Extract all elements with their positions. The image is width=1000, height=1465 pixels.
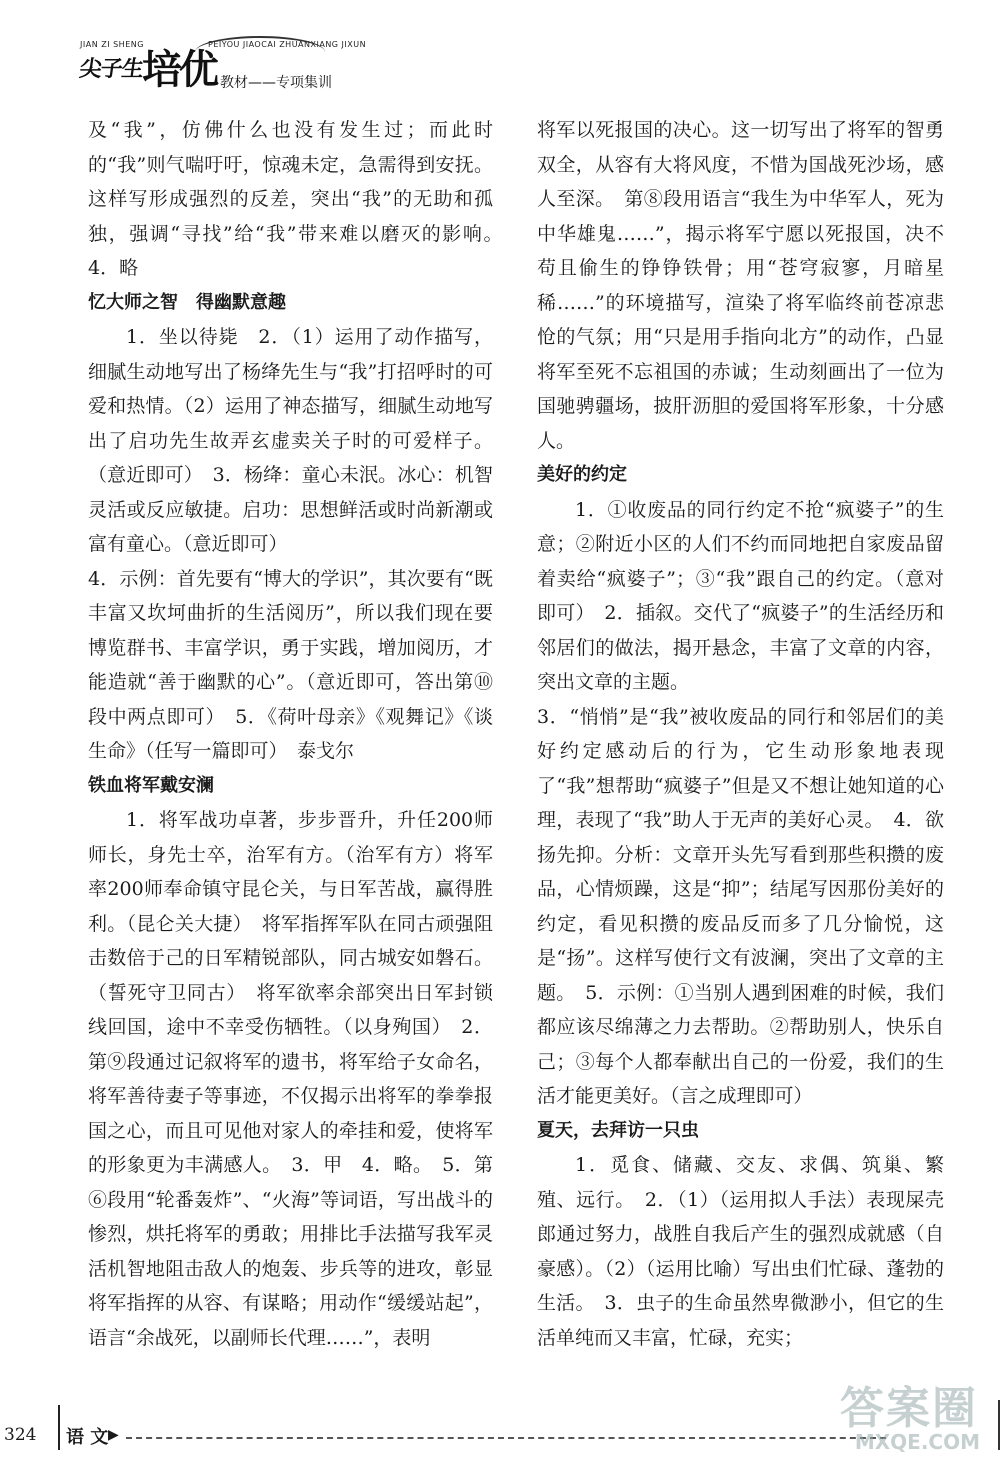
page-number: 324	[4, 1425, 37, 1445]
header-pinyin-left: JIAN ZI SHENG	[80, 40, 144, 49]
answer-paragraph: 1．坐以待毙 2．（1）运用了动作描写，细腻生动地写出了杨绛先生与“我”打招呼时的可爱和热情。（2）运用了神态描写，细腻生动地写出了启功先生故弄玄虚卖关子时的可爱样子。（意近即可） 3．杨绛：童心未泯。冰心：机智灵活或反应敏捷。启功：思想鲜活或时尚新潮或富有童心。（意近即可）	[88, 326, 493, 555]
header-subtitle: 教材——专项集训	[220, 75, 332, 91]
footer-subject-label: 语 文	[66, 1427, 109, 1448]
answer-paragraph: 将军以死报国的决心。这一切写出了将军的智勇双全，从容有大将风度，不惜为国战死沙场，感人至深。 第⑧段用语言“我生为中华军人，死为中华雄鬼……”，揭示将军宁愿以死报国，决不苟且偷生的铮铮铁骨；用“苍穹寂寥，月暗星稀……”的环境描写，渲染了将军临终前苍凉悲怆的气氛；用“只是用手指向北方”的动作，凸显将军至死不忘祖国的赤诚；生动刻画出了一位为国驰骋疆场，披肝沥胆的爱国将军形象，十分感人。	[537, 119, 944, 452]
section-heading: 美好的约定	[537, 464, 627, 485]
left-text-column	[88, 113, 513, 1355]
answer-paragraph: 1．觅食、储藏、交友、求偶、筑巢、繁殖、远行。 2．（1）（运用拟人手法）表现屎壳郎通过努力，战胜自我后产生的强烈成就感（自豪感）。（2）（运用比喻）写出虫们忙碌、蓬勃的生活。 3．虫子的生命虽然卑微渺小，但它的生活单纯而又丰富，忙碌，充实；	[537, 1154, 944, 1349]
answer-paragraph: 及“我”，仿佛什么也没有发生过；而此时的“我”则气喘吁吁，惊魂未定，急需得到安抚。这样写形成强烈的反差，突出“我”的无助和孤独，强调“寻找”给“我”带来难以磨灭的影响。 4．略	[88, 119, 513, 279]
answer-paragraph: 3．“悄悄”是“我”被收废品的同行和邻居们的美好约定感动后的行为，它生动形象地表现了“我”想帮助“疯婆子”但是又不想让她知道的心理，表现了“我”助人于无声的美好心灵。 4．欲扬先抑。分析：文章开头先写看到那些积攒的废品，心情烦躁，这是“抑”；结尾写因那份美好的约定，看见积攒的废品反而多了几分愉悦，这是“扬”。这样写使行文有波澜，突出了文章的主题。 5．示例：①当别人遇到困难的时候，我们都应该尽绵薄之力去帮助。②帮助别人，快乐自己；③每个人都奉献出自己的一份爱，我们的生活才能更美好。（言之成理即可）	[537, 705, 944, 1107]
right-text-column	[537, 113, 944, 1355]
watermark-logo	[790, 1372, 990, 1462]
watermark-url: MXQE.COM	[854, 1430, 980, 1454]
header-brand-small: 尖子生	[77, 57, 145, 82]
answer-paragraph: 1．将军战功卓著，步步晋升，升任200师师长，身先士卒，治军有方。（治军有方）将军率200师奉命镇守昆仑关，与日军苦战，赢得胜利。（昆仑关大捷） 将军指挥军队在同古顽强阻击数倍于己的日军精锐部队，同古城安如磐石。（誓死守卫同古） 将军欲率余部突出日军封锁线回国，途中不幸受伤牺牲。（以身殉国） 2．第⑨段通过记叙将军的遗书，将军给子女命名，将军善待妻子等事迹，不仅揭示出将军的拳拳报国之心，而且可见他对家人的牵挂和爱，使将军的形象更为丰满感人。 3．甲 4．略。 5．第⑥段用“轮番轰炸”、“火海”等词语，写出战斗的惨烈，烘托将军的勇敢；用排比手法描写我军灵活机智地阻击敌人的炮轰、步兵等的进攻，彰显将军指挥的从容、有谋略；用动作“缓缓站起”，语言“余战死，以副师长代理……”，表明	[88, 809, 493, 1349]
footer-vertical-rule	[58, 1405, 60, 1450]
answer-paragraph: 1．①收废品的同行约定不抢“疯婆子”的生意；②附近小区的人们不约而同地把自家废品留着卖给“疯婆子”；③“我”跟自己的约定。（意对即可） 2．插叙。交代了“疯婆子”的生活经历和邻居们的做法，揭开悬念，丰富了文章的内容，突出文章的主题。	[537, 498, 944, 693]
watermark-text: 答案圈	[840, 1383, 978, 1434]
section-heading: 夏天，去拜访一只虫	[537, 1119, 699, 1141]
footer-arrow-icon: ▶	[108, 1427, 119, 1443]
footer-dashed-line	[126, 1437, 886, 1439]
header-brand-big: 培优	[142, 47, 216, 93]
answer-paragraph: 4．示例：首先要有“博大的学识”，其次要有“既丰富又坎坷曲折的生活阅历”，所以我们现在要博览群书、丰富学识，勇于实践，增加阅历，才能造就“善于幽默的心”。（意近即可，答出第⑩段中两点即可） 5．《荷叶母亲》《观舞记》《谈生命》（任写一篇即可） 泰戈尔	[88, 567, 493, 762]
section-heading: 铁血将军戴安澜	[88, 774, 214, 796]
header-pinyin-right: PEIYOU JIAOCAI ZHUANXIANG JIXUN	[208, 40, 367, 49]
book-header	[77, 34, 380, 94]
section-heading: 忆大师之智 得幽默意趣	[88, 291, 286, 313]
